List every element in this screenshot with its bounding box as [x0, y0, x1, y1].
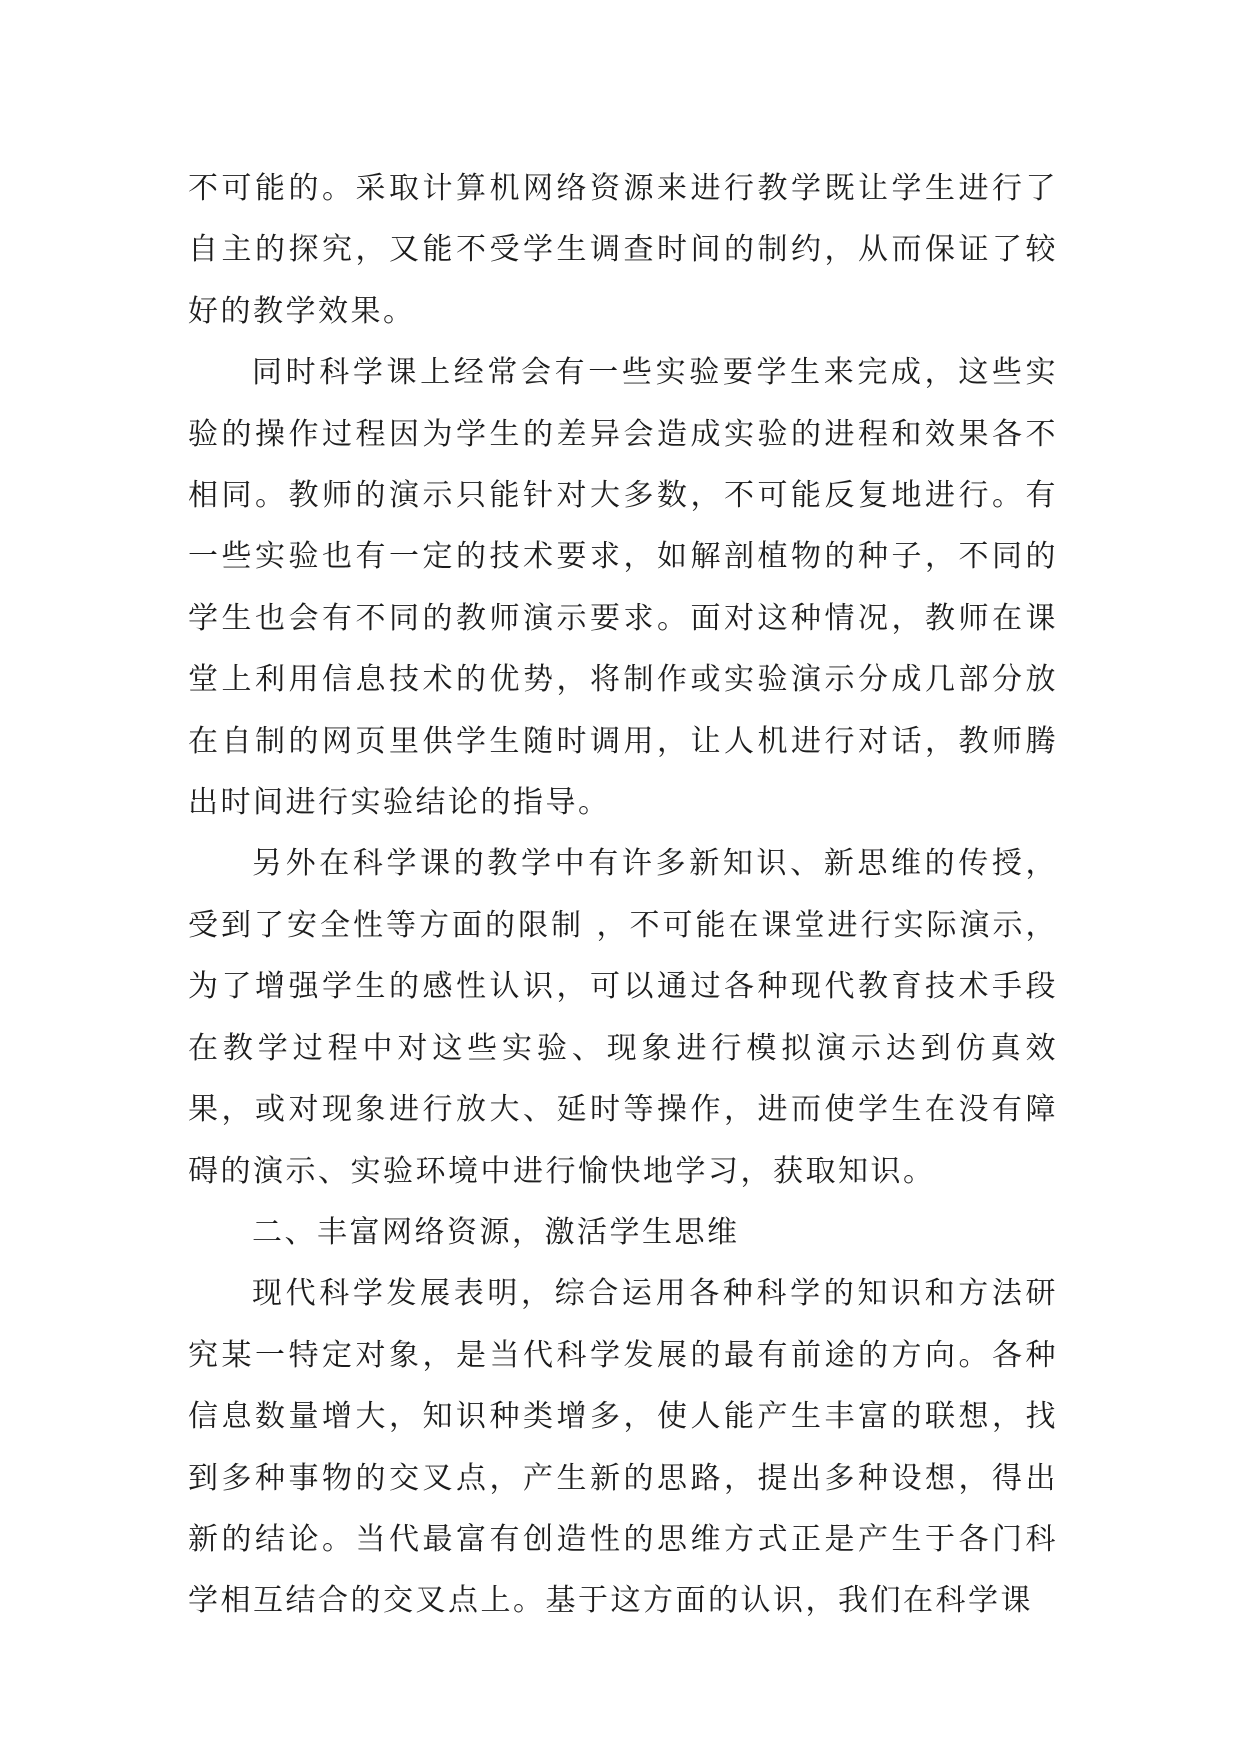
paragraph-simulation: 另外在科学课的教学中有许多新知识、新思维的传授，受到了安全性等方面的限制 ，不可能在课堂进行实际演示，为了增强学生的感性认识，可以通过各种现代教育技术手段在教学过程中对这些实验、现象进行模拟演示达到仿真效果，或对现象进行放大、延时等操作，进而使学生在没有障碍的演示、实验环境中进行愉快地学习，获取知识。 [188, 846, 1058, 1189]
paragraph-continuation: 不可能的。采取计算机网络资源来进行教学既让学生进行了自主的探究，又能不受学生调查时间的制约，从而保证了较好的教学效果。 [188, 171, 1058, 329]
section-heading: 二、丰富网络资源，激活学生思维 [252, 1214, 740, 1250]
paragraph-network-resources: 现代科学发展表明，综合运用各种科学的知识和方法研究某一特定对象，是当代科学发展的最有前途的方向。各种信息数量增大，知识种类增多，使人能产生丰富的联想，找到多种事物的交叉点，产生新的思路，提出多种设想，得出新的结论。当代最富有创造性的思维方式正是产生于各门科学相互结合的交叉点上。基于这方面的认识，我们在科学课 [188, 1276, 1058, 1619]
document-body [188, 158, 1058, 1632]
paragraph-experiments: 同时科学课上经常会有一些实验要学生来完成，这些实验的操作过程因为学生的差异会造成实验的进程和效果各不相同。教师的演示只能针对大多数，不可能反复地进行。有一些实验也有一定的技术要求，如解剖植物的种子，不同的学生也会有不同的教师演示要求。面对这种情况，教师在课堂上利用信息技术的优势，将制作或实验演示分成几部分放在自制的网页里供学生随时调用，让人机进行对话，教师腾出时间进行实验结论的指导。 [188, 355, 1058, 821]
